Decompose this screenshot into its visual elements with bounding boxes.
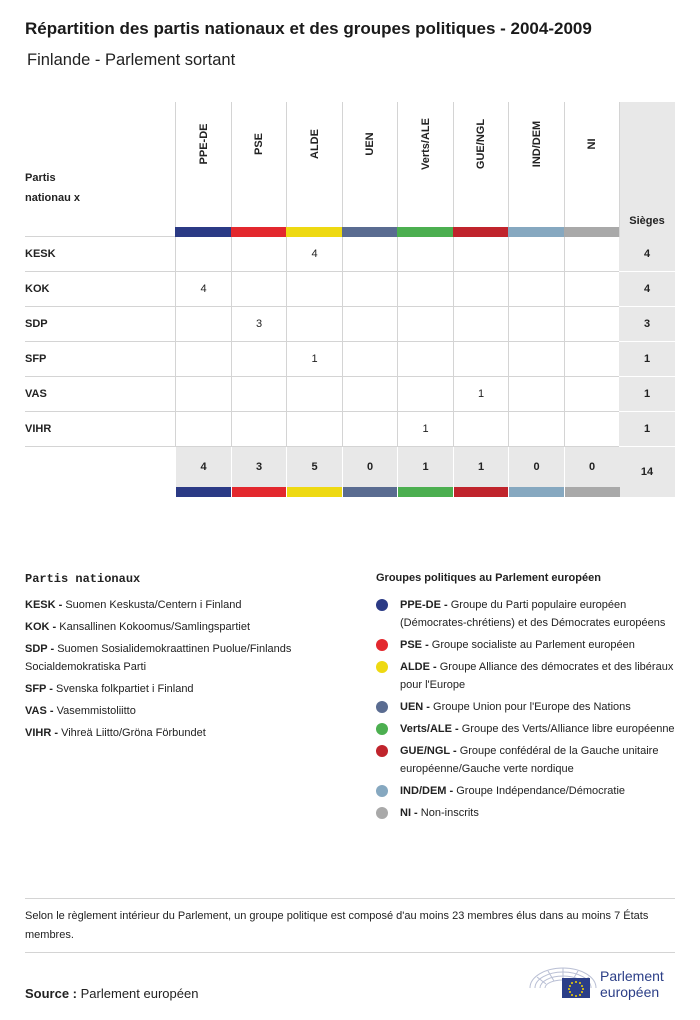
seat-cell	[453, 237, 509, 272]
table-row	[25, 412, 675, 447]
logo-line-2: européen	[600, 984, 660, 1000]
seat-cell	[286, 307, 342, 342]
logo-text	[600, 968, 664, 1000]
grand-total: 14	[619, 447, 675, 497]
group-name: Verts/ALE	[419, 118, 432, 170]
party-legend-item	[25, 680, 345, 698]
seat-cell	[342, 342, 398, 377]
party-legend-item	[25, 596, 345, 614]
seat-cell	[564, 307, 620, 342]
group-color-bar	[231, 487, 287, 497]
group-color-bar	[175, 227, 231, 237]
group-legend-item	[376, 720, 676, 738]
seat-cell	[397, 377, 453, 412]
seat-cell	[342, 307, 398, 342]
seat-cell	[453, 272, 509, 307]
group-column-header	[175, 102, 231, 237]
party-name: KESK	[25, 248, 56, 260]
seat-cell	[175, 237, 231, 272]
row-seats-total: 3	[619, 307, 675, 342]
party-full-name: Kansallinen Kokoomus/Samlingspartiet	[59, 621, 251, 633]
party-legend-item	[25, 724, 345, 742]
seat-cell	[397, 342, 453, 377]
seat-cell: 3	[231, 307, 287, 342]
group-total: 3	[231, 447, 287, 487]
seat-cell	[175, 412, 231, 447]
group-legend-item	[376, 596, 676, 632]
color-dot-icon	[376, 785, 388, 797]
party-legend-item	[25, 640, 345, 676]
table-row	[25, 272, 675, 307]
color-dot-icon	[376, 807, 388, 819]
seat-cell	[231, 377, 287, 412]
logo-line-1: Parlement	[600, 968, 664, 984]
group-abbr: UEN -	[400, 701, 430, 713]
party-abbr: VAS -	[25, 705, 54, 717]
color-dot-icon	[376, 745, 388, 757]
group-full-name: Groupe Alliance des démocrates et des libéraux pour l'Europe	[400, 661, 674, 691]
group-abbr: IND/DEM -	[400, 785, 454, 797]
party-legend-item	[25, 618, 345, 636]
table-row	[25, 307, 675, 342]
group-legend-item	[376, 636, 676, 654]
source-value: Parlement européen	[80, 986, 199, 1001]
group-color-bar	[175, 487, 231, 497]
seat-cell	[342, 272, 398, 307]
group-color-bar	[231, 227, 287, 237]
group-full-name: Groupe socialiste au Parlement européen	[431, 639, 635, 651]
seat-cell	[397, 272, 453, 307]
seat-cell	[453, 412, 509, 447]
group-full-name: Groupe Indépendance/Démocratie	[456, 785, 626, 797]
group-total: 0	[508, 447, 564, 487]
table-row	[25, 237, 675, 272]
group-color-bar	[342, 227, 398, 237]
page-title: Répartition des partis nationaux et des groupes politiques - 2004-2009	[25, 19, 592, 38]
group-name: GUE/NGL	[475, 118, 487, 170]
source-line	[25, 986, 198, 1001]
party-legend-item	[25, 702, 345, 720]
seat-cell	[508, 307, 564, 342]
seat-cell	[564, 342, 620, 377]
group-legend-item	[376, 698, 676, 716]
group-color-bar	[286, 227, 342, 237]
group-total: 1	[453, 447, 509, 487]
group-legend-item	[376, 804, 676, 822]
group-abbr: PSE -	[400, 639, 429, 651]
groups-legend-title: Groupes politiques au Parlement européen	[376, 572, 601, 584]
party-full-name: Vasemmistoliitto	[56, 705, 136, 717]
group-name: PSE	[253, 132, 265, 156]
group-color-bar	[397, 227, 453, 237]
party-abbr: SDP -	[25, 643, 55, 655]
seat-cell	[564, 272, 620, 307]
seat-cell	[508, 377, 564, 412]
table-body	[25, 237, 675, 447]
seat-cell	[231, 237, 287, 272]
group-abbr: Verts/ALE -	[400, 723, 459, 735]
party-abbr: KESK -	[25, 599, 63, 611]
color-dot-icon	[376, 599, 388, 611]
group-abbr: NI -	[400, 807, 418, 819]
group-full-name: Non-inscrits	[420, 807, 479, 819]
group-column-header	[286, 102, 342, 237]
party-abbr: KOK -	[25, 621, 57, 633]
group-total: 4	[175, 447, 231, 487]
group-full-name: Groupe Union pour l'Europe des Nations	[433, 701, 631, 713]
group-color-bar	[508, 487, 564, 497]
seat-cell	[231, 342, 287, 377]
group-legend-item	[376, 742, 676, 778]
group-name: UEN	[364, 132, 376, 156]
group-abbr: ALDE -	[400, 661, 437, 673]
seats-header-label: Sièges	[629, 215, 665, 227]
group-abbr: GUE/NGL -	[400, 745, 457, 757]
group-color-bar	[286, 487, 342, 497]
footnote: Selon le règlement intérieur du Parlement, un groupe politique est composé d'au moins 23 membres élus dans au moins 7 États membres.	[25, 910, 649, 941]
party-full-name: Suomen Keskusta/Centern i Finland	[65, 599, 242, 611]
group-abbr: PPE-DE -	[400, 599, 448, 611]
group-total: 0	[342, 447, 398, 487]
seat-cell	[453, 342, 509, 377]
seat-cell	[564, 377, 620, 412]
group-full-name: Groupe des Verts/Alliance libre européenne	[461, 723, 675, 735]
group-name: NI	[585, 138, 598, 150]
divider	[25, 898, 675, 899]
party-name: SFP	[25, 353, 47, 365]
seat-cell	[175, 377, 231, 412]
parties-legend-title: Partis nationaux	[25, 572, 141, 586]
seat-cell: 4	[175, 272, 231, 307]
seat-cell	[508, 237, 564, 272]
group-total: 1	[397, 447, 453, 487]
party-full-name: Svenska folkpartiet i Finland	[55, 683, 194, 695]
group-column-header	[342, 102, 398, 237]
group-legend-item	[376, 658, 676, 694]
table-row	[25, 342, 675, 377]
seat-cell: 1	[397, 412, 453, 447]
row-seats-total: 4	[619, 237, 675, 272]
group-column-header	[231, 102, 287, 237]
seat-cell	[286, 377, 342, 412]
group-color-bar	[342, 487, 398, 497]
party-full-name: Vihreä Liitto/Gröna Förbundet	[61, 727, 206, 739]
seat-cell	[508, 412, 564, 447]
seat-cell	[453, 307, 509, 342]
party-name: KOK	[25, 283, 50, 295]
table-header	[25, 102, 675, 237]
seat-cell: 1	[453, 377, 509, 412]
group-color-bar	[508, 227, 564, 237]
seat-cell	[397, 307, 453, 342]
group-legend-item	[376, 782, 676, 800]
seat-cell: 1	[286, 342, 342, 377]
group-color-bar	[453, 487, 509, 497]
divider	[25, 952, 675, 953]
party-name: SDP	[25, 318, 48, 330]
seat-cell: 4	[286, 237, 342, 272]
seat-cell	[342, 377, 398, 412]
totals-row	[25, 447, 675, 497]
groups-legend	[376, 572, 676, 826]
seat-cell	[231, 272, 287, 307]
parties-legend	[25, 572, 345, 746]
parliament-logo	[528, 962, 678, 1004]
source-label: Source :	[25, 986, 78, 1001]
group-color-bar	[453, 227, 509, 237]
group-full-name: Groupe du Parti populaire européen (Démocrates-chrétiens) et des Démocrates européens	[400, 599, 666, 629]
group-name: IND/DEM	[530, 120, 543, 168]
table-row	[25, 377, 675, 412]
seat-cell	[564, 237, 620, 272]
party-abbr: SFP -	[25, 683, 53, 695]
color-dot-icon	[376, 639, 388, 651]
seat-cell	[342, 412, 398, 447]
row-seats-total: 4	[619, 272, 675, 307]
party-full-name: Suomen Sosialidemokraattinen Puolue/Finlands Socialdemokratiska Parti	[25, 643, 292, 673]
party-column-header: Partis nationau x	[25, 172, 81, 204]
row-seats-total: 1	[619, 342, 675, 377]
seats-column-header	[619, 102, 675, 237]
group-total: 5	[286, 447, 342, 487]
group-color-bar	[397, 487, 453, 497]
page-subtitle: Finlande - Parlement sortant	[27, 51, 236, 69]
seat-cell	[286, 272, 342, 307]
group-name: ALDE	[308, 129, 321, 159]
group-color-bar	[564, 487, 620, 497]
group-column-header	[564, 102, 620, 237]
group-column-header	[508, 102, 564, 237]
color-dot-icon	[376, 701, 388, 713]
seats-table	[25, 102, 675, 497]
group-color-bar	[564, 227, 619, 237]
seat-cell	[175, 307, 231, 342]
seat-cell	[564, 412, 620, 447]
group-name: PPE-DE	[197, 123, 210, 165]
hemicycle-logo-icon	[528, 962, 598, 1004]
group-full-name: Groupe confédéral de la Gauche unitaire européenne/Gauche verte nordique	[400, 745, 659, 775]
row-seats-total: 1	[619, 412, 675, 447]
row-seats-total: 1	[619, 377, 675, 412]
group-column-header	[397, 102, 453, 237]
seat-cell	[342, 237, 398, 272]
seat-cell	[231, 412, 287, 447]
seat-cell	[508, 342, 564, 377]
seat-cell	[175, 342, 231, 377]
party-abbr: VIHR -	[25, 727, 58, 739]
seat-cell	[508, 272, 564, 307]
color-dot-icon	[376, 661, 388, 673]
group-column-header	[453, 102, 509, 237]
party-name: VIHR	[25, 423, 52, 435]
color-dot-icon	[376, 723, 388, 735]
party-name: VAS	[25, 388, 47, 400]
group-total: 0	[564, 447, 620, 487]
seat-cell	[397, 237, 453, 272]
seat-cell	[286, 412, 342, 447]
